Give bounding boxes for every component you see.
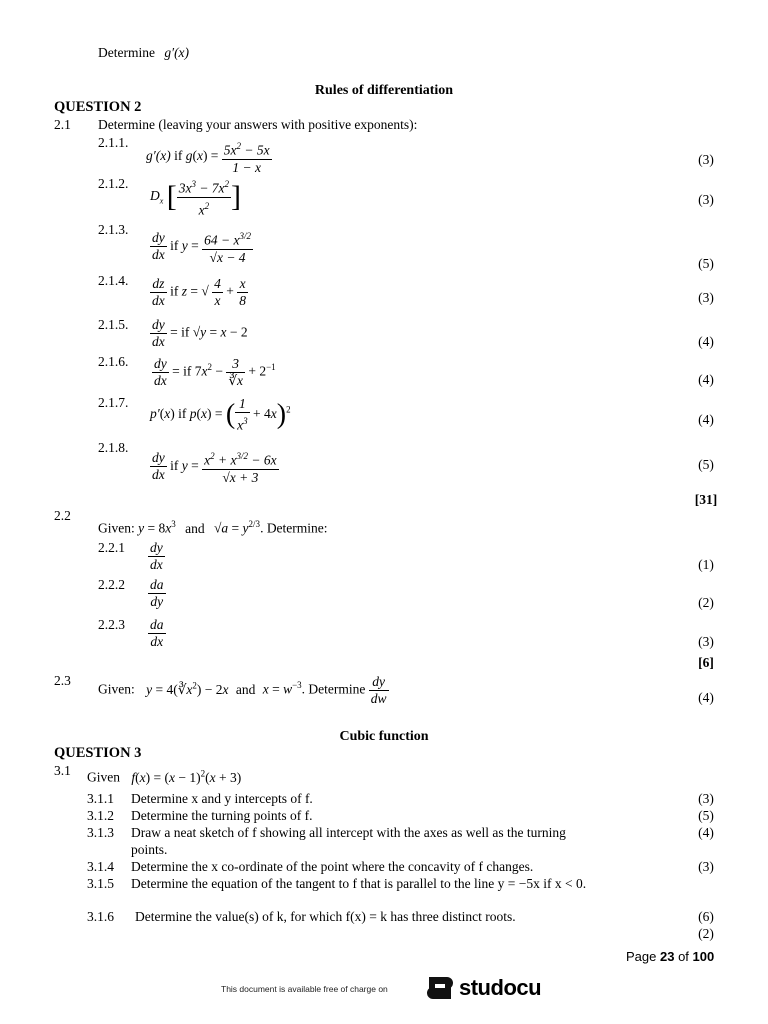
item-2-1-8-marks: (5) [698, 457, 714, 472]
item-2-1-2-marks: (3) [698, 192, 714, 207]
given-label-3: Given [87, 769, 120, 785]
determine-label-2-3: . Determine [301, 681, 366, 697]
item-2-1-6-marks: (4) [698, 372, 714, 387]
item-2-1-1-marks: (3) [698, 152, 714, 167]
item-2-1-7-math: p′(x) if p(x) = ( $\frac{1}{x^3}$ + 4x)$^2$ [150, 396, 291, 433]
item-3-1-3-text: Draw a neat sketch of f showing all intercept with the axes as well as the turning [131, 825, 566, 840]
determine-label: . Determine: [260, 520, 328, 536]
item-3-1-4-text: Determine the x co-ordinate of the point where the concavity of f changes. [131, 859, 534, 874]
question-2-3-marks: (4) [698, 690, 714, 705]
item-3-1-2-text: Determine the turning points of f. [131, 808, 313, 823]
item-3-1-1-number: 3.1.1 [87, 791, 114, 806]
item-2-1-1-math: g′(x) if g(x) = $\frac{5x^2 - 5x}{1 - x}$ [146, 138, 272, 176]
item-3-1-4-marks: (3) [698, 859, 714, 874]
item-2-1-3-number: 2.1.3. [98, 222, 129, 237]
item-2-2-2-number: 2.2.2 [98, 577, 125, 592]
item-2-1-8-math: $\frac{dy}{dx}$ if y = $\frac{x^2 + x^{3/2} - 6x}{√x + 3}$ [150, 448, 279, 486]
studocu-notice: This document is available free of charge on [221, 984, 388, 994]
item-3-1-2-marks: (5) [698, 808, 714, 823]
top-line [98, 45, 189, 61]
item-3-1-1-marks: (3) [698, 791, 714, 806]
item-2-1-6-number: 2.1.6. [98, 354, 129, 369]
question-2-1-total: [31] [694, 492, 718, 507]
studocu-brand-text: studocu [459, 975, 542, 1000]
question-2-3-number: 2.3 [54, 673, 71, 688]
item-2-1-5-math: $\frac{dy}{dx}$ = if √y = x − 2 [152, 317, 248, 349]
item-2-1-6-math: $\frac{dy}{dx}$ = if $7x^2$ − $\frac{3}{∛x}$ + $2^{-1}$ [154, 356, 276, 388]
page-number: 23 [659, 949, 675, 964]
item-3-1-6-text: Determine the value(s) of k, for which f(x) = k has three distinct roots. [135, 909, 516, 924]
page-prefix: Page [626, 949, 660, 964]
and-label-2-3: and [235, 681, 256, 697]
question-2-2-number: 2.2 [54, 508, 71, 523]
item-2-1-8-number: 2.1.8. [98, 440, 129, 455]
item-2-1-4-number: 2.1.4. [98, 273, 129, 288]
page-total: 100 [692, 949, 715, 964]
extra-marks: (2) [698, 926, 714, 941]
item-2-1-7-marks: (4) [698, 412, 714, 427]
question-2-1-intro: Determine (leaving your answers with positive exponents): [98, 117, 418, 132]
question-2-2-total: [6] [698, 655, 714, 670]
item-2-2-1-marks: (1) [698, 557, 714, 572]
section-title-cubic: Cubic function [339, 729, 429, 744]
and-label: and [185, 520, 205, 536]
page-of: of [674, 949, 693, 964]
item-2-2-3-number: 2.2.3 [98, 617, 125, 632]
question-3-1-given: Given $f(x) = (x - 1)^2(x + 3)$ [87, 768, 242, 785]
item-3-1-6-number: 3.1.6 [87, 909, 114, 924]
item-2-1-2-math: $D_x$ [ $\frac{3x^3 - 7x^2}{x^2}$ ] [150, 176, 241, 218]
item-2-2-2-math: $\frac{da}{dy}$ [150, 577, 164, 609]
question-3-1-number: 3.1 [54, 763, 71, 778]
given-label: Given: [98, 520, 135, 536]
item-2-1-5-marks: (4) [698, 334, 714, 349]
item-2-1-5-number: 2.1.5. [98, 317, 129, 332]
page-indicator [626, 949, 714, 964]
question-3-heading: QUESTION 3 [54, 745, 142, 761]
item-3-1-1-text: Determine x and y intercepts of f. [131, 791, 313, 806]
item-3-1-5-text: Determine the equation of the tangent to f that is parallel to the line y = −5x if x < 0. [131, 876, 587, 891]
item-2-1-3-math: $\frac{dy}{dx}$ if y = $\frac{64 - x^{3/2}}{√x - 4}$ [150, 228, 253, 266]
item-3-1-3-number: 3.1.3 [87, 825, 114, 840]
question-2-1-number: 2.1 [54, 117, 71, 132]
item-2-1-2-number: 2.1.2. [98, 176, 129, 191]
item-2-1-4-marks: (3) [698, 290, 714, 305]
question-2-3-given: Given: $y = 4(∛x^2) - 2x$ and $x = w^{-3}$. Determine $\frac{dy}{dw}$ [98, 674, 387, 706]
item-2-2-1-math: $\frac{dy}{dx}$ [150, 540, 163, 572]
item-3-1-5-number: 3.1.5 [87, 876, 114, 891]
item-2-1-4-math: $\frac{dz}{dx}$ if z = √ $\frac{4}{x}$ + $\frac{x}{8}$ [152, 276, 247, 308]
item-2-2-2-marks: (2) [698, 595, 714, 610]
section-title-differentiation: Rules of differentiation [314, 83, 454, 98]
studocu-logo-icon [425, 973, 455, 1003]
item-2-2-1-number: 2.2.1 [98, 540, 125, 555]
g-prime-expression: g′(x) [164, 45, 190, 60]
item-3-1-2-number: 3.1.2 [87, 808, 114, 823]
question-2-heading: QUESTION 2 [54, 99, 142, 115]
item-2-2-3-marks: (3) [698, 634, 714, 649]
item-2-1-1-number: 2.1.1. [98, 135, 129, 150]
item-3-1-6-marks: (6) [698, 909, 714, 924]
item-2-2-3-math: $\frac{da}{dx}$ [150, 617, 164, 649]
given-label-2-3: Given: [98, 681, 135, 697]
item-3-1-3-text-continued: points. [131, 842, 168, 857]
determine-text: Determine [98, 45, 155, 60]
item-3-1-3-marks: (4) [698, 825, 714, 840]
studocu-logo[interactable] [425, 973, 555, 1005]
item-3-1-4-number: 3.1.4 [87, 859, 114, 874]
question-2-2-given: Given: $y = 8x^3$ and $√a = y^{2/3}$. Determine: [98, 519, 328, 536]
item-2-1-3-marks: (5) [698, 256, 714, 271]
item-2-1-7-number: 2.1.7. [98, 395, 129, 410]
